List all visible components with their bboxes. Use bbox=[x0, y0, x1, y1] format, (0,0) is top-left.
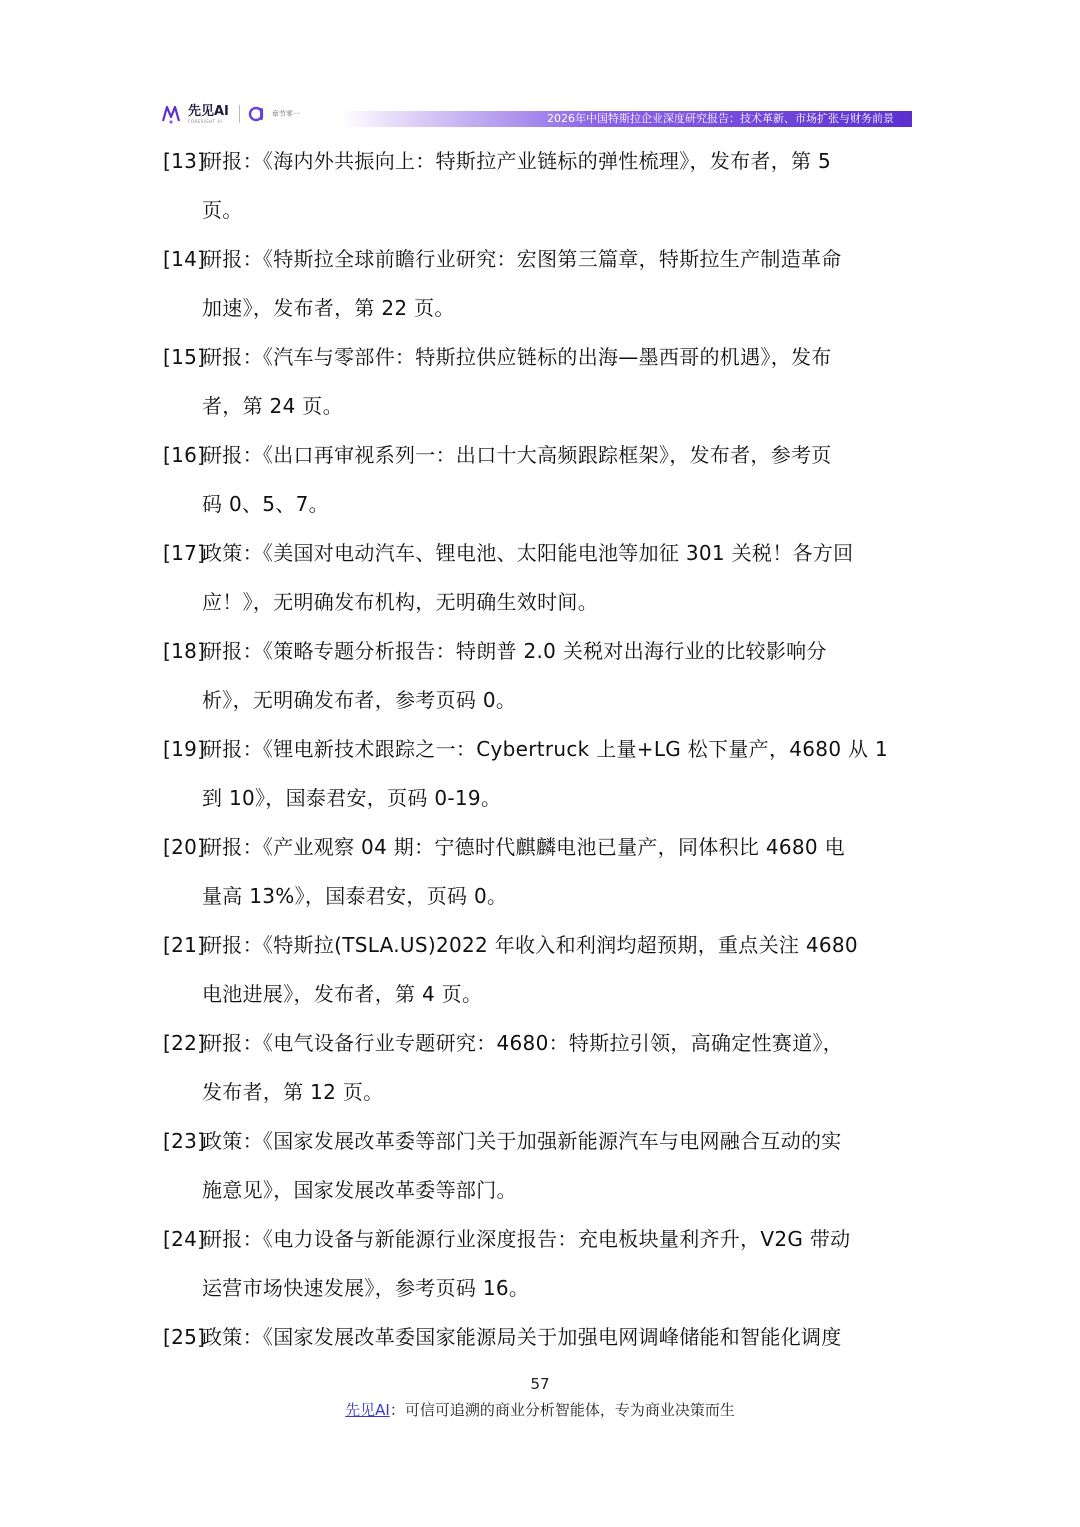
reference-number: [18] bbox=[163, 639, 206, 663]
reference-number: [20] bbox=[163, 835, 206, 859]
brand-divider bbox=[239, 105, 240, 123]
reference-number: [16] bbox=[163, 443, 206, 467]
reference-text-line: 者，第 24 页。 bbox=[202, 394, 343, 418]
reference-number: [15] bbox=[163, 345, 206, 369]
reference-text-line: 研报：《电力设备与新能源行业深度报告：充电板块量利齐升，V2G 带动 bbox=[202, 1227, 851, 1251]
reference-item bbox=[163, 529, 923, 627]
reference-item bbox=[163, 137, 923, 235]
report-title: 2026年中国特斯拉企业深度研究报告：技术革新、市场扩张与财务前景 bbox=[547, 112, 894, 125]
reference-text-line: 政策：《国家发展改革委等部门关于加强新能源汽车与电网融合互动的实 bbox=[202, 1129, 842, 1153]
reference-text-line: 研报：《电气设备行业专题研究：4680：特斯拉引领，高确定性赛道》， bbox=[202, 1031, 844, 1055]
reference-item bbox=[163, 1019, 923, 1117]
reference-number: [23] bbox=[163, 1129, 206, 1153]
reference-number: [17] bbox=[163, 541, 206, 565]
reference-text-line: 析》，无明确发布者，参考页码 0。 bbox=[202, 688, 517, 712]
page-header bbox=[160, 98, 912, 132]
reference-text-line: 发布者，第 12 页。 bbox=[202, 1080, 384, 1104]
reference-text-line: 应！》，无明确发布机构，无明确生效时间。 bbox=[202, 590, 598, 614]
reference-text-line: 页。 bbox=[202, 198, 243, 222]
brand-logo bbox=[160, 102, 300, 126]
reference-text-line: 政策：《国家发展改革委国家能源局关于加强电网调峰储能和智能化调度 bbox=[202, 1325, 842, 1349]
reference-number: [19] bbox=[163, 737, 206, 761]
reference-text-line: 施意见》，国家发展改革委等部门。 bbox=[202, 1178, 517, 1202]
reference-item bbox=[163, 921, 923, 1019]
partner-logo-icon bbox=[248, 104, 268, 124]
footer-brand-link[interactable]: 先见AI bbox=[345, 1401, 390, 1419]
reference-item bbox=[163, 725, 923, 823]
reference-text-line: 研报：《特斯拉全球前瞻行业研究：宏图第三篇章，特斯拉生产制造革命 bbox=[202, 247, 842, 271]
footer-tagline: ：可信可追溯的商业分析智能体，专为商业决策而生 bbox=[389, 1401, 735, 1419]
reference-number: [24] bbox=[163, 1227, 206, 1251]
brand-subtitle: FORESIGHT AI bbox=[188, 118, 223, 124]
brand-name: 先见AI bbox=[188, 103, 229, 119]
reference-text-line: 到 10》，国泰君安，页码 0-19。 bbox=[202, 786, 502, 810]
reference-text-line: 研报：《产业观察 04 期：宁德时代麒麟电池已量产，同体积比 4680 电 bbox=[202, 835, 845, 859]
reference-item bbox=[163, 1215, 923, 1313]
brand-text bbox=[188, 105, 229, 124]
reference-number: [14] bbox=[163, 247, 206, 271]
reference-text-line: 研报：《锂电新技术跟踪之一：Cybertruck 上量+LG 松下量产，4680 从 1 bbox=[202, 737, 888, 761]
reference-text-line: 运营市场快速发展》，参考页码 16。 bbox=[202, 1276, 530, 1300]
reference-item bbox=[163, 235, 923, 333]
reference-list bbox=[163, 137, 923, 1362]
reference-item bbox=[163, 431, 923, 529]
reference-number: [22] bbox=[163, 1031, 206, 1055]
reference-number: [13] bbox=[163, 149, 206, 173]
reference-text-line: 政策：《美国对电动汽车、锂电池、太阳能电池等加征 301 关税！各方回 bbox=[202, 541, 854, 565]
reference-text-line: 研报：《特斯拉(TSLA.US)2022 年收入和利润均超预期，重点关注 4680 bbox=[202, 933, 858, 957]
page-number: 57 bbox=[530, 1375, 550, 1393]
report-title-banner bbox=[340, 111, 912, 127]
reference-item bbox=[163, 1313, 923, 1362]
reference-text-line: 加速》，发布者，第 22 页。 bbox=[202, 296, 455, 320]
reference-number: [25] bbox=[163, 1325, 206, 1349]
reference-item bbox=[163, 627, 923, 725]
reference-text-line: 研报：《汽车与零部件：特斯拉供应链标的出海—墨西哥的机遇》，发布 bbox=[202, 345, 832, 369]
reference-item bbox=[163, 333, 923, 431]
reference-text-line: 量高 13%》，国泰君安，页码 0。 bbox=[202, 884, 508, 908]
page-footer bbox=[0, 1399, 1080, 1420]
reference-number: [21] bbox=[163, 933, 206, 957]
reference-text-line: 研报：《策略专题分析报告：特朗普 2.0 关税对出海行业的比较影响分 bbox=[202, 639, 827, 663]
reference-text-line: 研报：《出口再审视系列一：出口十大高频跟踪框架》，发布者，参考页 bbox=[202, 443, 832, 467]
partner-name: 章节零一 bbox=[271, 110, 300, 118]
reference-text-line: 研报：《海内外共振向上：特斯拉产业链标的弹性梳理》，发布者，第 5 bbox=[202, 149, 831, 173]
brand-mark-icon bbox=[160, 103, 182, 125]
reference-item bbox=[163, 823, 923, 921]
reference-item bbox=[163, 1117, 923, 1215]
reference-text-line: 电池进展》，发布者，第 4 页。 bbox=[202, 982, 483, 1006]
reference-text-line: 码 0、5、7。 bbox=[202, 492, 329, 516]
